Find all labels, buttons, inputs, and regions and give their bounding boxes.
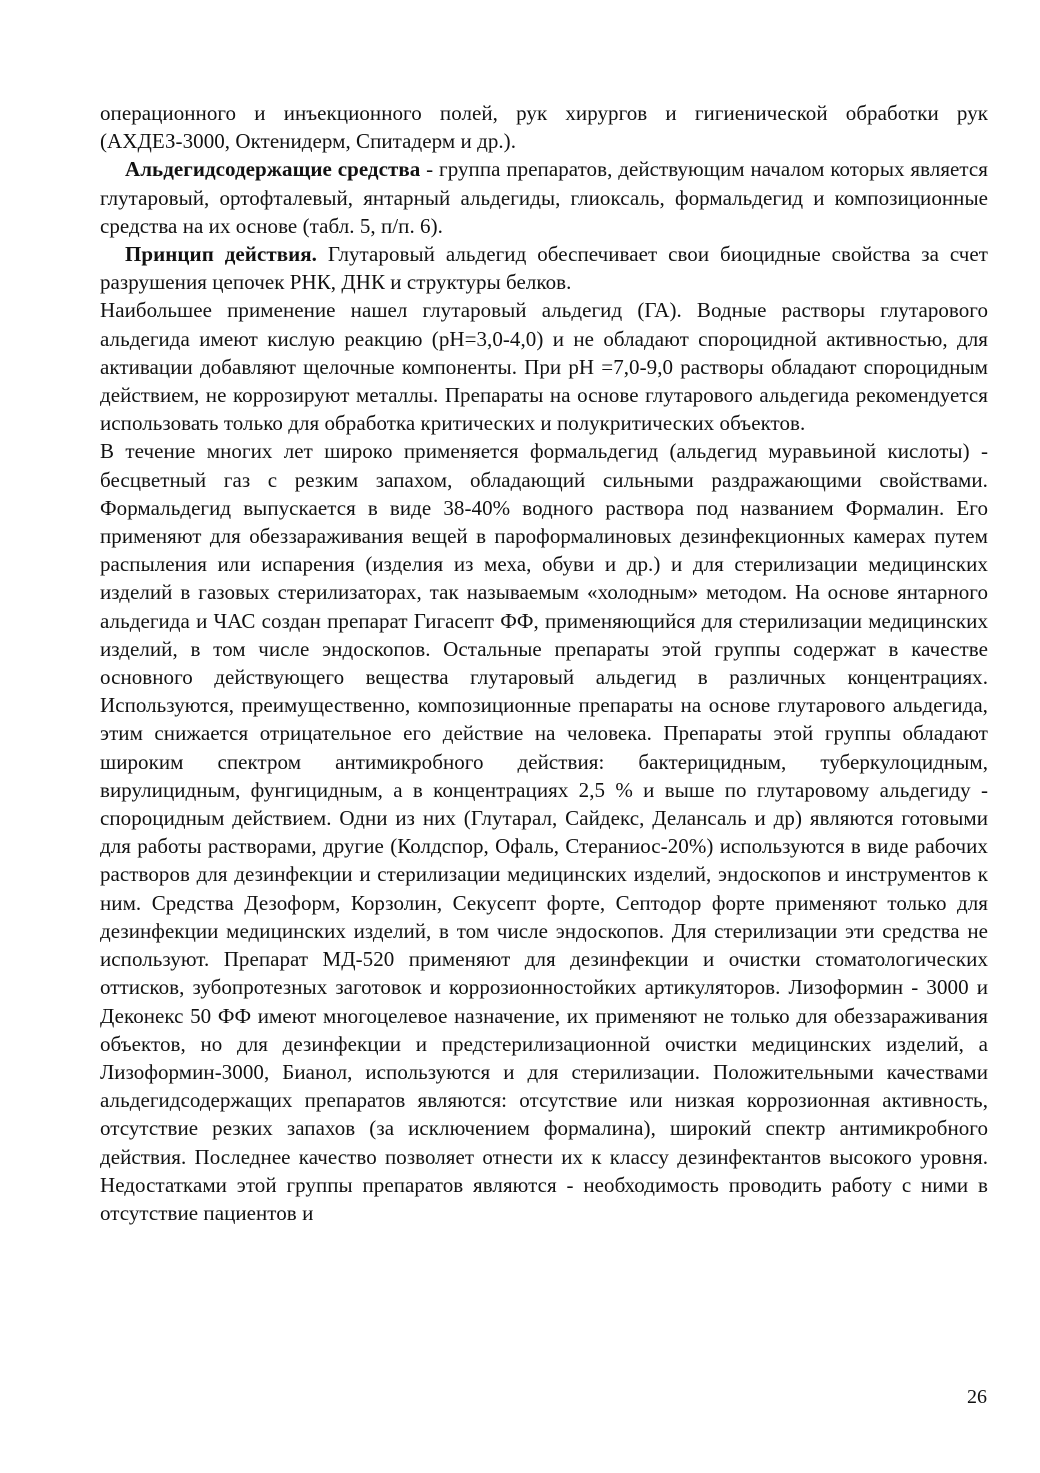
paragraph-aldehyde-definition xyxy=(100,155,988,240)
paragraph-continuation: операционного и инъекционного полей, рук хирургов и гигиенической обработки рук (АХДЕЗ-3000, Октенидерм, Спитадерм и др.). xyxy=(100,101,988,154)
term-aldehyde-agents: Альдегидсодержащие средства xyxy=(125,157,421,182)
paragraph-principle-text: Глутаровый альдегид обеспечивает свои биоцидные свойства за счет разрушения цепочек РНК, ДНК и структуры белков. xyxy=(100,242,988,295)
page-body xyxy=(100,99,988,1227)
paragraph-aldehyde-definition-text: - группа препаратов, действующим началом которых является глутаровый, ортофталевый, янтарный альдегиды, глиоксаль, формальдегид и композиционные средства на их основе (табл. 5, п/п. 6). xyxy=(100,157,988,238)
page-number: 26 xyxy=(967,1386,987,1408)
paragraph-principle xyxy=(100,240,988,296)
paragraph-glutaraldehyde: Наибольшее применение нашел глутаровый альдегид (ГА). Водные растворы глутарового альдегида имеют кислую реакцию (рН=3,0-4,0) и не обладают спороцидной активностью, для активации добавляют щелочные компоненты. При рН =7,0-9,0 растворы обладают спороцидным действием, не коррозируют металлы. Препараты на основе глутарового альдегида рекомендуется использовать только для обработка критических и полукритических объектов. xyxy=(100,298,988,436)
paragraph-formaldehyde: В течение многих лет широко применяется формальдегид (альдегид муравьиной кислоты) - бесцветный газ с резким запахом, обладающий сильными раздражающими свойствами. Формальдегид выпускается в виде 38-40% водного раствора под названием Формалин. Его применяют для обеззараживания вещей в пароформалиновых дезинфекционных камерах путем распыления или испарения (изделия из меха, обуви и др.) и для стерилизации медицинских изделий в газовых стерилизаторах, так называемым «холодным» методом. На основе янтарного альдегида и ЧАС создан препарат Гигасепт ФФ, применяющийся для стерилизации медицинских изделий, в том числе эндоскопов. Остальные препараты этой группы содержат в качестве основного действующего вещества глутаровый альдегид в различных концентрациях. Используются, преимущественно, композиционные препараты на основе глутарового альдегида, этим снижается отрицательное его действие на человека. Препараты этой группы обладают широким спектром антимикробного действия: бактерицидным, туберкулоцидным, вирулицидным, фунгицидным, а в концентрациях 2,5 % и выше по глутаровому альдегиду - спороцидным действием. Одни из них (Глутарал, Сайдекс, Делансаль и др) являются готовыми для работы растворами, другие (Колдспор, Офаль, Стераниос-20%) используются в виде рабочих растворов для дезинфекции и стерилизации медицинских изделий, эндоскопов и инструментов к ним. Средства Дезоформ, Корзолин, Секусепт форте, Септодор форте применяют только для дезинфекции медицинских изделий, в том числе эндоскопов. Для стерилизации эти средства не используют. Препарат МД-520 применяют для дезинфекции и очистки стоматологических оттисков, зубопротезных заготовок и коррозионностойких артикуляторов. Лизоформин - 3000 и Деконекс 50 ФФ имеют многоцелевое назначение, их применяют не только для обеззараживания объектов, но для дезинфекции и предстерилизационной очистки медицинских изделий, а Лизоформин-3000, Бианол, используются и для стерилизации. Положительными качествами альдегидсодержащих препаратов являются: отсутствие или низкая коррозионная активность, отсутствие резких запахов (за исключением формалина), широкий спектр антимикробного действия. Последнее качество позволяет отнести их к классу дезинфектантов высокого уровня. Недостатками этой группы препаратов являются - необходимость проводить работу с ними в отсутствие пациентов и xyxy=(100,439,988,1225)
term-principle: Принцип действия. xyxy=(125,242,317,267)
